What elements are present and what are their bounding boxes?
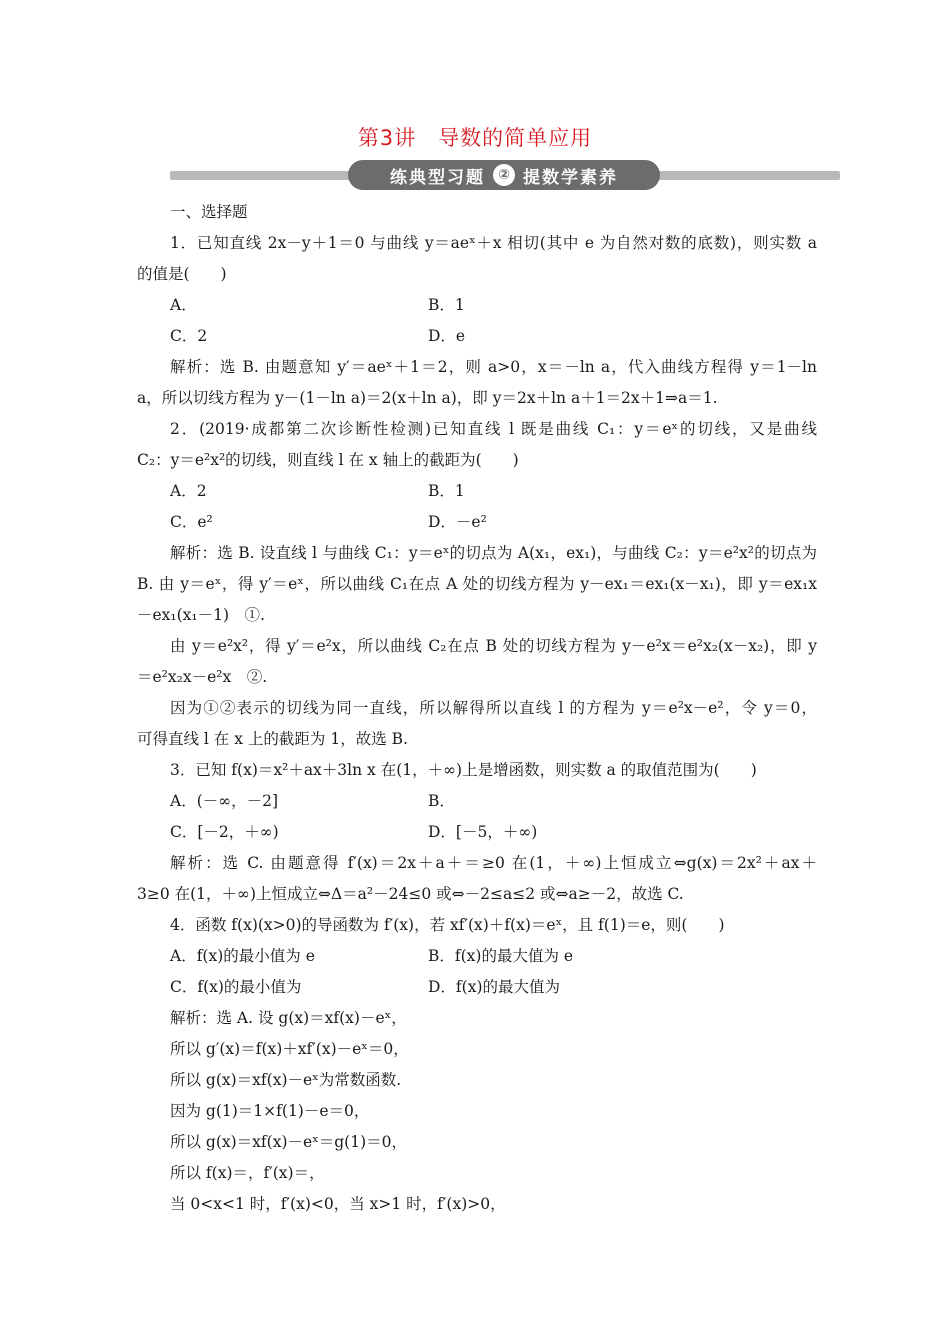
option-b: D．e [428,327,466,345]
text-line: 3．已知 f(x)＝x²＋ax＋3ln x 在(1，＋∞)上是增函数，则实数 a 的取值范围为( ) [170,761,757,779]
banner-bar-left [170,171,350,180]
banner-badge-icon: ② [493,164,515,186]
banner-pill [348,160,660,190]
option-b: D．[－5，＋∞) [428,823,538,841]
text-line: 由 y＝e²x²，得 y′＝e²x，所以曲线 C₂在点 B 处的切线方程为 y－e²x＝e²x₂(x－x₂)，即 y [170,637,817,655]
option-row [137,476,817,507]
text-line: 的值是( ) [137,265,227,283]
option-row [137,321,817,352]
banner-left-text: 练典型习题 [390,167,485,188]
option-a: C．e² [170,513,213,531]
text-line: 所以 g′(x)＝f(x)＋xf′(x)－eˣ＝0， [170,1040,409,1058]
text-line: 2．(2019·成都第二次诊断性检测)已知直线 l 既是曲线 C₁：y＝eˣ的切线，又是曲线 [170,420,817,438]
text-line: 解析：选 C. 由题意得 f′(x)＝2x＋a＋＝≥0 在(1，＋∞)上恒成立⇔g(x)＝2x²＋ax＋ [170,854,817,872]
option-row [137,290,817,321]
text-line: a，所以切线方程为 y－(1－ln a)＝2(x＋ln a)，即 y＝2x＋ln a＋1＝2x＋1⇒a＝1. [137,389,718,407]
option-a: A．2 [170,482,207,500]
option-b: B． [428,792,455,810]
text-line: 4．函数 f(x)(x>0)的导函数为 f′(x)，若 xf′(x)＋f(x)＝eˣ，且 f(1)＝e，则( ) [170,916,725,934]
text-line: 3≥0 在(1，＋∞)上恒成立⇔Δ＝a²－24≤0 或⇔－2≤a≤2 或⇔a≥－2，故选 C. [137,885,684,903]
text-line: 解析：选 A. 设 g(x)＝xf(x)－eˣ， [170,1009,407,1027]
option-row [137,786,817,817]
banner-right-text: 提数学素养 [523,167,618,188]
option-a: C．f(x)的最小值为 [170,978,302,996]
text-line: 1．已知直线 2x－y＋1＝0 与曲线 y＝aeˣ＋x 相切(其中 e 为自然对数的底数)，则实数 a [170,234,817,252]
text-line: 一、选择题 [170,203,248,221]
text-line: 所以 g(x)＝xf(x)－eˣ为常数函数. [170,1071,402,1089]
banner-bar-right [658,171,840,180]
text-line: 所以 f(x)＝，f′(x)＝， [170,1164,325,1182]
text-line: 可得直线 l 在 x 上的截距为 1，故选 B. [137,730,408,748]
option-row [137,972,817,1003]
text-line: 解析：选 B. 由题意知 y′＝aeˣ＋1＝2，则 a>0，x＝－ln a，代入曲线方程得 y＝1－ln [170,358,817,376]
option-a: C．[－2，＋∞) [170,823,279,841]
option-b: D．－e² [428,513,487,531]
option-b: B．f(x)的最大值为 e [428,947,574,965]
text-line: 因为 g(1)＝1×f(1)－e＝0， [170,1102,370,1120]
text-line: B. 由 y＝eˣ，得 y′＝eˣ，所以曲线 C₁在点 A 处的切线方程为 y－ex₁＝ex₁(x－x₁)，即 y＝ex₁x [137,575,817,593]
option-row [137,507,817,538]
option-a: A．f(x)的最小值为 e [170,947,315,965]
exercise-content [137,197,817,1220]
text-line: 解析：选 B. 设直线 l 与曲线 C₁：y＝eˣ的切点为 A(x₁，ex₁)，与曲线 C₂：y＝e²x²的切点为 [170,544,817,562]
text-line: －ex₁(x₁－1) ①. [137,606,265,624]
option-row [137,817,817,848]
page-title [0,122,950,152]
text-line: 因为①②表示的切线为同一直线，所以解得所以直线 l 的方程为 y＝e²x－e²，令 y＝0， [170,699,817,717]
lesson-number: 第3讲 [357,126,417,150]
option-a: C．2 [170,327,208,345]
option-b: B．1 [428,482,465,500]
option-a: A． [170,296,197,314]
text-line: C₂：y＝e²x²的切线，则直线 l 在 x 轴上的截距为( ) [137,451,519,469]
option-row [137,941,817,972]
lesson-topic: 导数的简单应用 [438,126,593,150]
text-line: 所以 g(x)＝xf(x)－eˣ＝g(1)＝0， [170,1133,407,1151]
option-a: A．(－∞，－2] [170,792,279,810]
section-banner [170,158,840,192]
option-b: D．f(x)的最大值为 [428,978,561,996]
text-line: 当 0<x<1 时，f′(x)<0，当 x>1 时，f′(x)>0， [170,1195,506,1213]
option-b: B．1 [428,296,465,314]
text-line: ＝e²x₂x－e²x ②. [137,668,268,686]
